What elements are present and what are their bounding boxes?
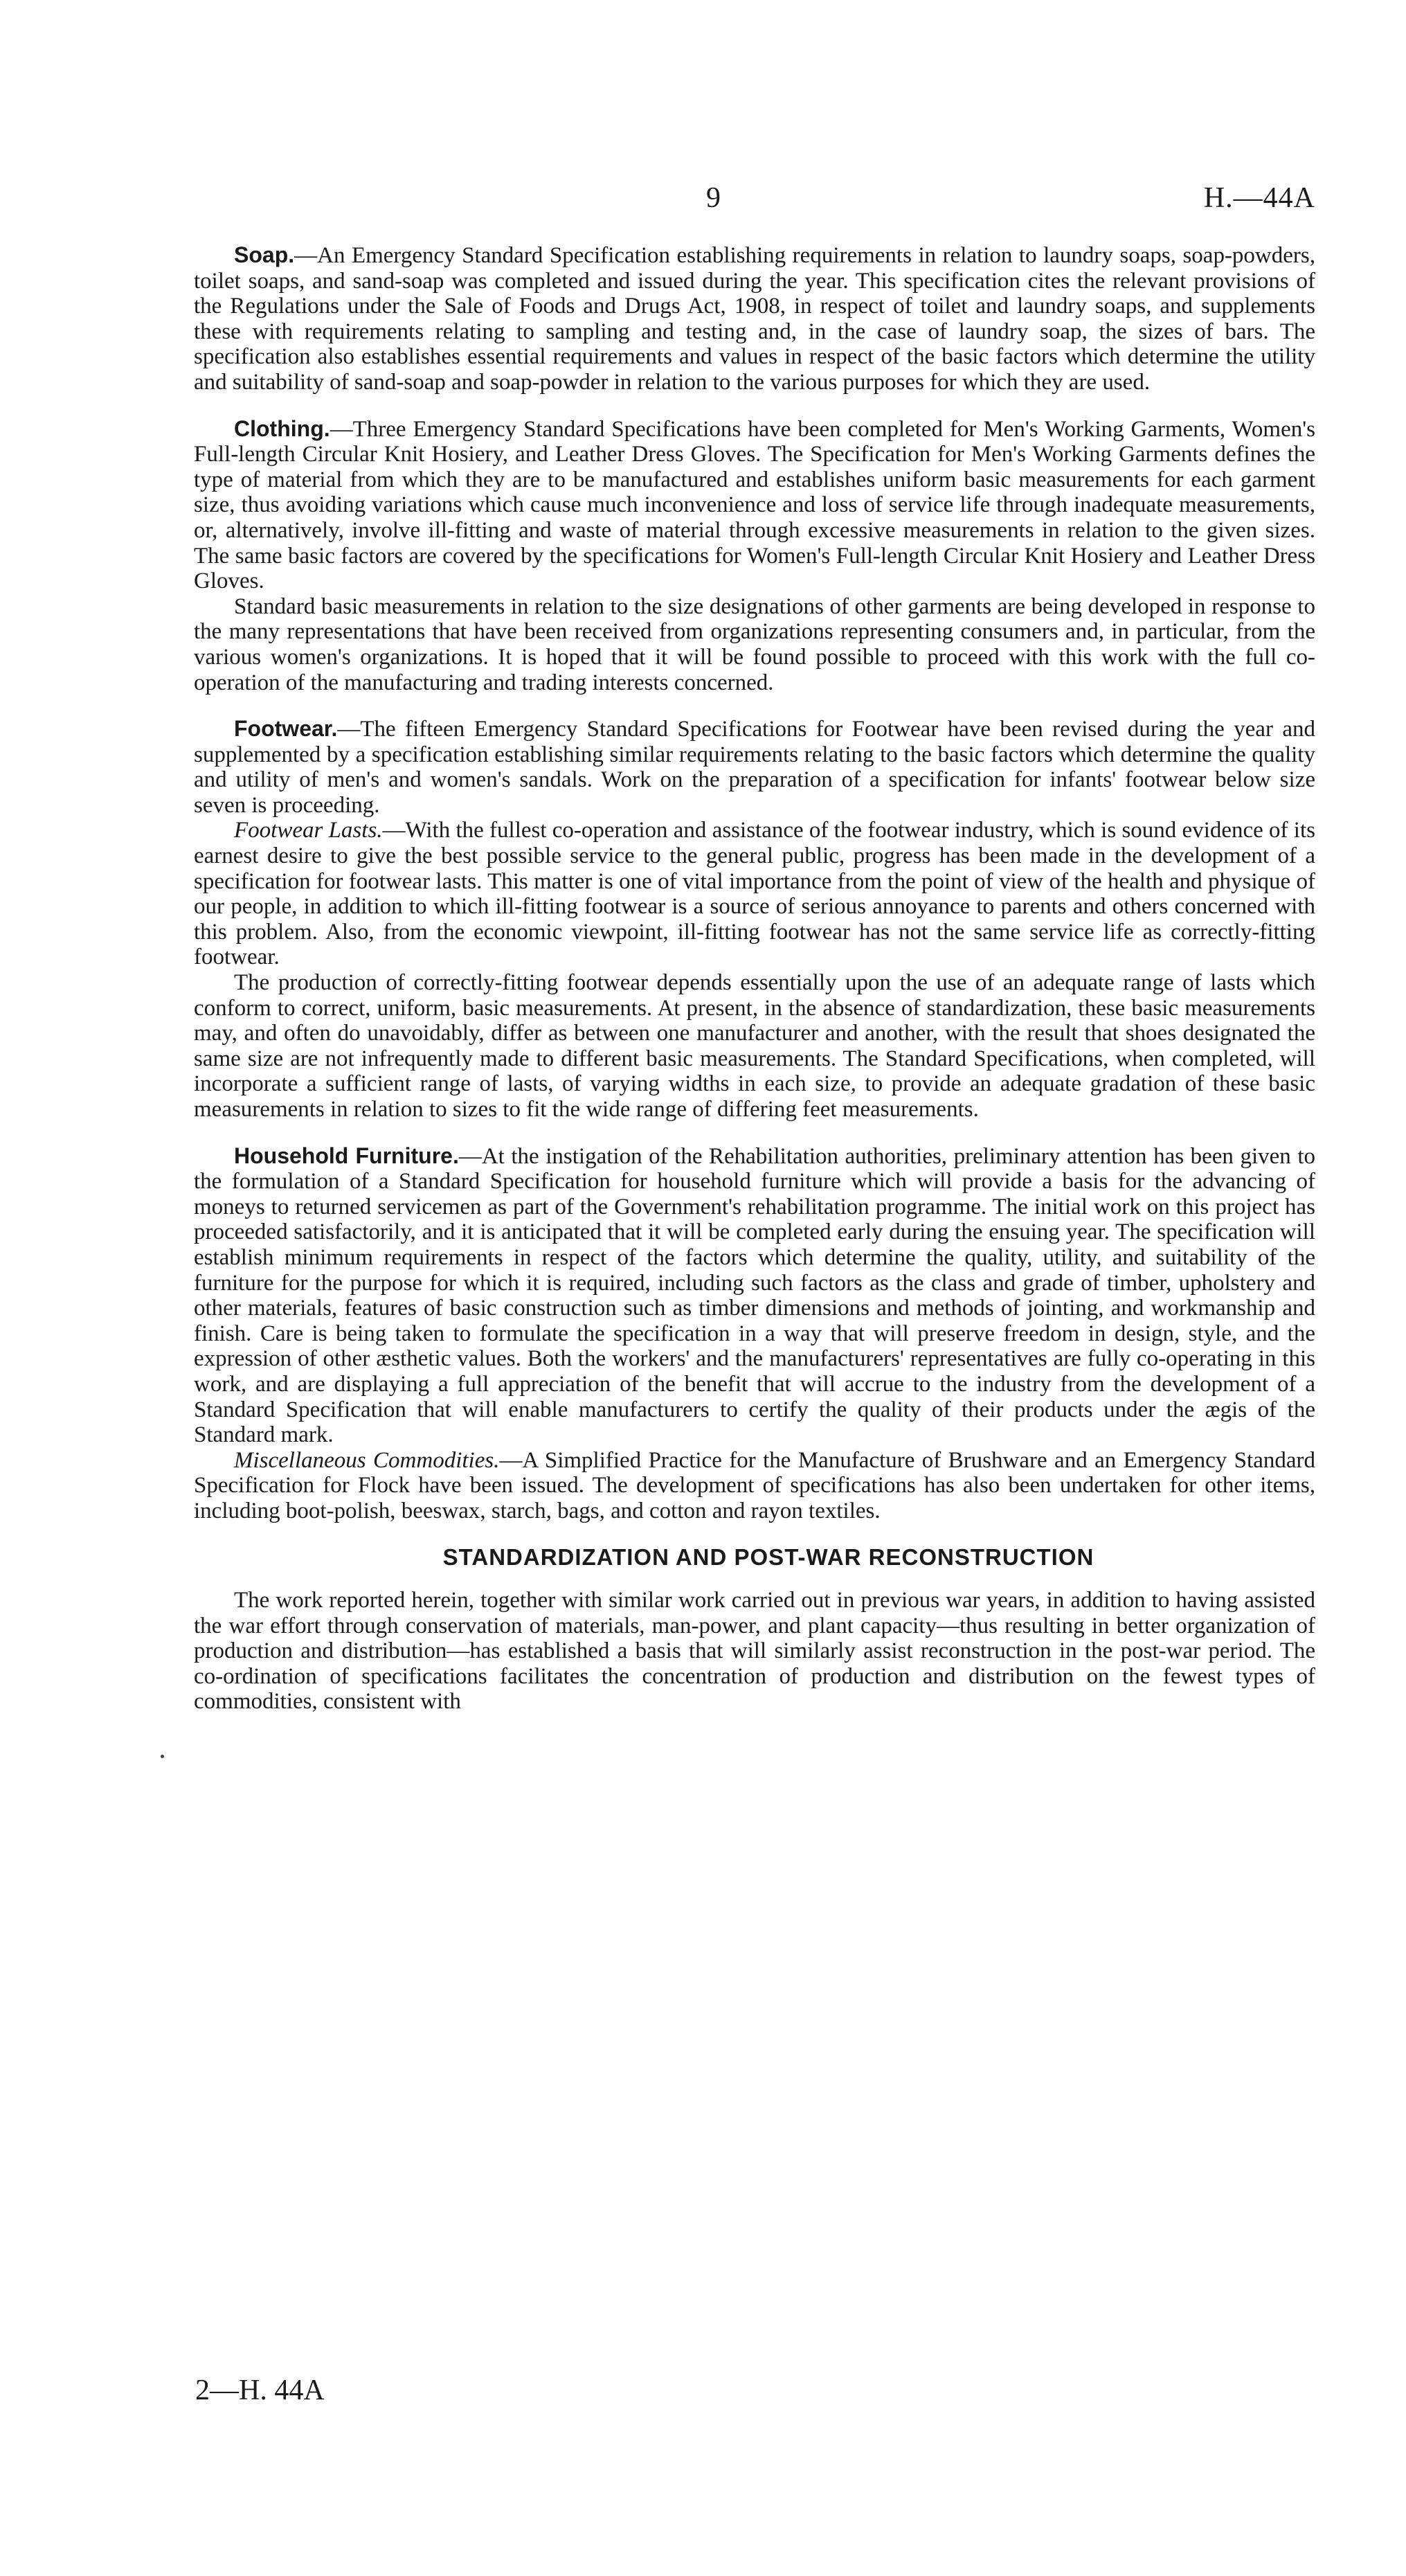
section-heading: STANDARDIZATION AND POST-WAR RECONSTRUCTION xyxy=(442,1544,1094,1570)
spacer xyxy=(194,1524,1315,1545)
footwear-text: —The fifteen Emergency Standard Specifications for Footwear have been revised during the year and supplemented by a specification establishing similar requirements relating to the basic factors which determine the quality and utility of men's and women's sandals. Work on the preparation of a specification for infants' footwear below size seven is proceeding. xyxy=(194,717,1315,818)
spacer xyxy=(194,1122,1315,1143)
furniture-paragraph xyxy=(194,1143,1315,1448)
misc-commodities-heading: Miscellaneous Commodities. xyxy=(234,1447,500,1473)
body-text xyxy=(194,242,1315,1715)
clothing-heading: Clothing. xyxy=(234,415,330,441)
footwear-paragraph xyxy=(194,716,1315,818)
furniture-heading: Household Furniture. xyxy=(234,1143,459,1168)
soap-text: —An Emergency Standard Specification establishing requirements in relation to laundry soaps, soap-powders, toilet soaps, and sand-soap was completed and issued during the year. This specification cites the relevant provisions of the Regulations under the Sale of Foods and Drugs Act, 1908, in respect of toilet and laundry soaps, and supplements these with requirements relating to sampling and testing and, in the case of laundry soap, the sizes of bars. The specification also establishes essential requirements and values in respect of the basic factors which determine the utility and suitability of sand-soap and soap-powder in relation to the various purposes for which they are used. xyxy=(194,243,1315,395)
document-reference: H.—44A xyxy=(1203,182,1315,214)
page-signature: 2—H. 44A xyxy=(195,2374,325,2406)
misc-commodities-paragraph xyxy=(194,1448,1315,1524)
clothing-paragraph-2: Standard basic measurements in relation to the size designations of other garments are being developed in response to the many representations that have been received from organizations representing consumers and, in particular, from the various women's organizations. It is hoped that it will be found possible to proceed with this work with the full co-operation of the manufacturing and trading interests concerned. xyxy=(194,593,1315,695)
page-header xyxy=(194,181,1315,223)
clothing-text: —Three Emergency Standard Specifications have been completed for Men's Working Garments, Women's Full-length Circular Knit Hosiery, and Leather Dress Gloves. The Specification for Men's Working Garments defines the type of material from which they are to be manufactured and establishes uniform basic measurements for each garment size, thus avoiding variations which cause much inconvenience and loss of service life through inadequate measurements, or, alternatively, involve ill-fitting and waste of material through excessive measurements in relation to the given sizes. The same basic factors are covered by the specifications for Women's Full-length Circular Knit Hosiery and Leather Dress Gloves. xyxy=(194,416,1315,594)
margin-mark xyxy=(161,1755,164,1758)
soap-paragraph xyxy=(194,242,1315,395)
misc-commodities-text: —A Simplified Practice for the Manufacture of Brushware and an Emergency Standard Specification for Flock have been issued. The development of specifications has also been undertaken for other items, including boot-polish, beeswax, starch, bags, and cotton and rayon textiles. xyxy=(194,1447,1315,1523)
spacer xyxy=(194,1570,1315,1588)
spacer xyxy=(194,695,1315,716)
footwear-paragraph-3: The production of correctly-fitting footwear depends essentially upon the use of an adequate range of lasts which conform to correct, uniform, basic measurements. At present, in the absence of standardization, these basic measurements may, and often do unavoidably, differ as between one manufacturer and another, with the result that shoes designated the same size are not infrequently made to different basic measurements. The Standard Specifications, when completed, will incorporate a sufficient range of lasts, of varying widths in each size, to provide an adequate gradation of these basic measurements in relation to sizes to fit the wide range of differing feet measurements. xyxy=(194,970,1315,1122)
reconstruction-paragraph: The work reported herein, together with similar work carried out in previous war years, in addition to having assisted the war effort through conservation of materials, man-power, and plant capacity—thus resulting in better organization of production and distribution—has established a basis that will similarly assist reconstruction in the post-war period. The co-ordination of specifications facilitates the concentration of production and distribution on the fewest types of commodities, consistent with xyxy=(194,1588,1315,1715)
spacer xyxy=(194,395,1315,416)
footwear-heading: Footwear. xyxy=(234,716,338,742)
soap-heading: Soap. xyxy=(234,242,295,267)
footwear-lasts-paragraph xyxy=(194,818,1315,970)
footwear-lasts-text: —With the fullest co-operation and assistance of the footwear industry, which is sound evidence of its earnest desire to give the best possible service to the general public, progress has been made in the development of a specification for footwear lasts. This matter is one of vital importance from the point of view of the health and physique of our people, in addition to which ill-fitting footwear is a source of serious annoyance to parents and others concerned with this problem. Also, from the economic viewpoint, ill-fitting footwear has not the same service life as correctly-fitting footwear. xyxy=(194,818,1315,970)
footwear-lasts-heading: Footwear Lasts. xyxy=(234,818,383,843)
clothing-paragraph xyxy=(194,416,1315,594)
furniture-text: —At the instigation of the Rehabilitation authorities, preliminary attention has been given to the formulation of a Standard Specification for household furniture which will provide a basis for the advancing of moneys to returned servicemen as part of the Government's rehabilitation programme. The initial work on this project has proceeded satisfactorily, and it is anticipated that it will be completed early during the ensuing year. The specification will establish minimum requirements in respect of the factors which determine the quality, utility, and suitability of the furniture for the purpose for which it is required, including such factors as the class and grade of timber, upholstery and other materials, features of basic construction such as timber dimensions and methods of jointing, and workmanship and finish. Care is being taken to formulate the specification in a way that will preserve freedom in design, style, and the expression of other æsthetic values. Both the workers' and the manufacturers' representatives are fully co-operating in this work, and are displaying a full appreciation of the benefit that will accrue to the industry from the development of a Standard Specification that will enable manufacturers to certify the quality of their products under the ægis of the Standard mark. xyxy=(194,1143,1315,1448)
page-number: 9 xyxy=(706,182,721,214)
